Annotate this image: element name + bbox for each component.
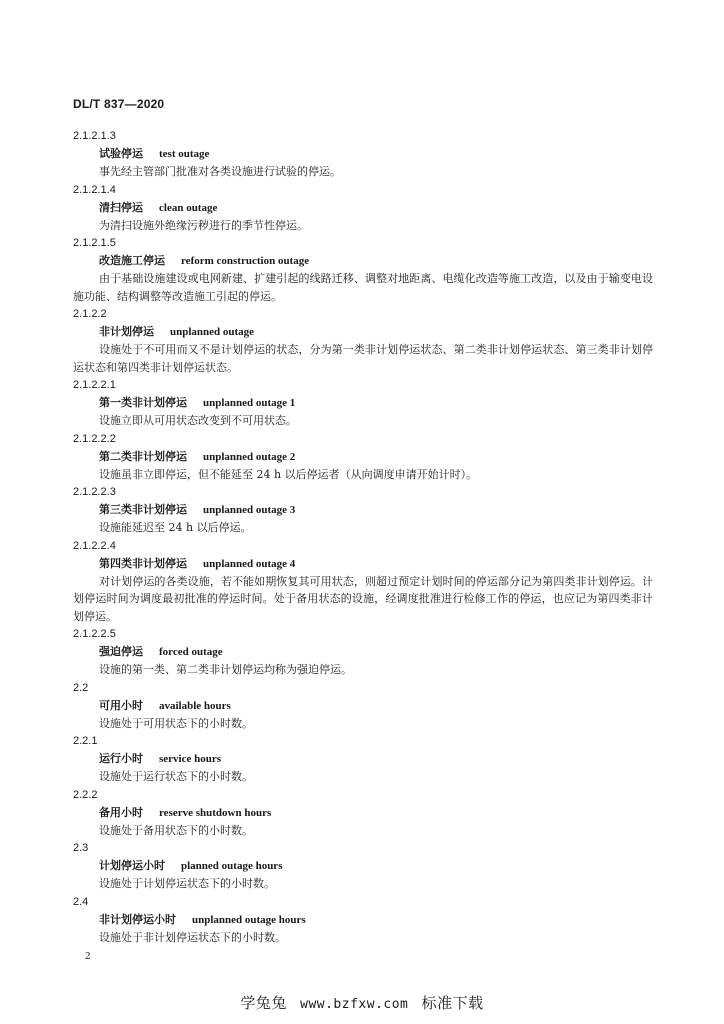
clause-number: 2.1.2.1.4 bbox=[73, 183, 116, 196]
term-chinese: 第三类非计划停运 bbox=[99, 503, 187, 516]
term-definition: 设施处于运行状态下的小时数。 bbox=[99, 770, 253, 783]
clause-number: 2.2 bbox=[73, 681, 89, 694]
term-english: planned outage hours bbox=[181, 860, 283, 872]
term-heading bbox=[73, 911, 653, 929]
definition-entry bbox=[73, 786, 653, 840]
term-definition: 对计划停运的各类设施，若不能如期恢复其可用状态，则超过预定计划时间的停运部分记为第四类非计划停运。计划停运时间为调度最初批准的停运时间。处于备用状态的设施，经调度批准进行检修工作的停运，也应记为第四类非计划停运。 bbox=[73, 574, 653, 623]
clause-number: 2.1.2.2.2 bbox=[73, 432, 116, 445]
clause-number: 2.1.2.2 bbox=[73, 308, 107, 320]
definition-entry bbox=[73, 732, 653, 786]
term-chinese: 改造施工停运 bbox=[99, 254, 165, 267]
term-heading bbox=[73, 448, 653, 466]
definition-entry bbox=[73, 181, 653, 235]
term-english: unplanned outage 2 bbox=[203, 450, 296, 463]
term-heading bbox=[73, 501, 653, 519]
term-definition: 设施处于非计划停运状态下的小时数。 bbox=[99, 930, 286, 944]
term-chinese: 第二类非计划停运 bbox=[99, 449, 187, 463]
footer-site-name: 学兔兔 bbox=[240, 994, 287, 1012]
term-definition: 设施立即从可用状态改变到不可用状态。 bbox=[99, 414, 297, 427]
term-chinese: 可用小时 bbox=[99, 698, 143, 712]
term-english: reform construction outage bbox=[181, 255, 310, 267]
term-english: reserve shutdown hours bbox=[159, 806, 272, 819]
term-english: test outage bbox=[159, 148, 210, 160]
term-english: unplanned outage bbox=[170, 326, 255, 338]
clause-number: 2.2.2 bbox=[73, 788, 98, 801]
term-definition: 设施处于可用状态下的小时数。 bbox=[99, 716, 253, 730]
clause-number: 2.1.2.2.3 bbox=[73, 486, 116, 498]
clause-number: 2.4 bbox=[73, 895, 89, 908]
term-english: unplanned outage hours bbox=[192, 913, 306, 926]
term-english: service hours bbox=[159, 753, 222, 765]
term-heading bbox=[73, 697, 653, 715]
document-code: DL/T 837—2020 bbox=[73, 97, 165, 111]
term-heading bbox=[73, 750, 653, 768]
term-chinese: 第一类非计划停运 bbox=[99, 396, 187, 409]
definitions-list bbox=[73, 127, 653, 946]
clause-number: 2.1.2.1.5 bbox=[73, 237, 116, 249]
footer-url[interactable]: www.bzfxw.com bbox=[300, 997, 409, 1012]
term-heading bbox=[73, 145, 653, 163]
term-heading bbox=[73, 643, 653, 661]
watermark-footer bbox=[0, 992, 724, 1013]
term-heading bbox=[73, 804, 653, 822]
term-chinese: 非计划停运小时 bbox=[99, 912, 176, 926]
term-chinese: 备用小时 bbox=[99, 805, 143, 819]
term-heading bbox=[73, 252, 653, 270]
definition-entry bbox=[73, 127, 653, 181]
term-heading bbox=[73, 857, 653, 875]
term-chinese: 第四类非计划停运 bbox=[99, 556, 187, 570]
term-definition: 设施处于计划停运状态下的小时数。 bbox=[99, 877, 275, 890]
term-heading bbox=[73, 323, 653, 341]
definition-entry bbox=[73, 483, 653, 537]
term-definition: 事先经主管部门批准对各类设施进行试验的停运。 bbox=[99, 165, 341, 178]
definition-entry bbox=[73, 234, 653, 305]
term-heading bbox=[73, 394, 653, 412]
term-definition: 设施能延迟至 24 h 以后停运。 bbox=[99, 521, 252, 534]
term-definition: 设施虽非立即停运，但不能延至 24 h 以后停运者（从向调度申请开始计时）。 bbox=[99, 467, 478, 481]
term-definition: 设施的第一类、第二类非计划停运均称为强迫停运。 bbox=[99, 663, 352, 676]
term-definition: 设施处于备用状态下的小时数。 bbox=[99, 823, 253, 837]
clause-number: 2.3 bbox=[73, 842, 89, 854]
definition-entry bbox=[73, 430, 653, 484]
definition-entry bbox=[73, 839, 653, 893]
term-english: unplanned outage 3 bbox=[203, 504, 296, 516]
clause-number: 2.1.2.2.5 bbox=[73, 628, 116, 640]
definition-entry bbox=[73, 625, 653, 679]
term-english: forced outage bbox=[159, 646, 223, 658]
term-chinese: 试验停运 bbox=[99, 147, 143, 160]
clause-number: 2.1.2.2.1 bbox=[73, 379, 116, 391]
clause-number: 2.2.1 bbox=[73, 735, 98, 747]
term-chinese: 非计划停运 bbox=[99, 325, 154, 338]
footer-tagline: 标准下载 bbox=[421, 994, 484, 1012]
term-english: unplanned outage 1 bbox=[203, 397, 296, 409]
term-english: unplanned outage 4 bbox=[203, 557, 296, 570]
term-definition: 为清扫设施外绝缘污秽进行的季节性停运。 bbox=[99, 218, 308, 232]
page-number: 2 bbox=[85, 950, 91, 962]
term-heading bbox=[73, 555, 653, 573]
clause-number: 2.1.2.2.4 bbox=[73, 539, 116, 552]
term-chinese: 计划停运小时 bbox=[99, 859, 165, 872]
definition-entry bbox=[73, 537, 653, 626]
term-english: clean outage bbox=[159, 201, 218, 214]
definition-entry bbox=[73, 893, 653, 947]
term-english: available hours bbox=[159, 699, 231, 712]
clause-number: 2.1.2.1.3 bbox=[73, 130, 116, 142]
term-heading bbox=[73, 199, 653, 217]
definition-entry bbox=[73, 376, 653, 430]
term-chinese: 清扫停运 bbox=[99, 200, 143, 214]
term-chinese: 强迫停运 bbox=[99, 645, 143, 658]
definition-entry bbox=[73, 305, 653, 376]
term-chinese: 运行小时 bbox=[99, 752, 143, 765]
term-definition: 由于基础设施建设或电网新建、扩建引起的线路迁移、调整对地距离、电缆化改造等施工改造，以及由于输变电设施功能、结构调整等改造施工引起的停运。 bbox=[73, 272, 653, 303]
definition-entry bbox=[73, 679, 653, 733]
term-definition: 设施处于不可用而又不是计划停运的状态，分为第一类非计划停运状态、第二类非计划停运状态、第三类非计划停运状态和第四类非计划停运状态。 bbox=[73, 343, 653, 374]
